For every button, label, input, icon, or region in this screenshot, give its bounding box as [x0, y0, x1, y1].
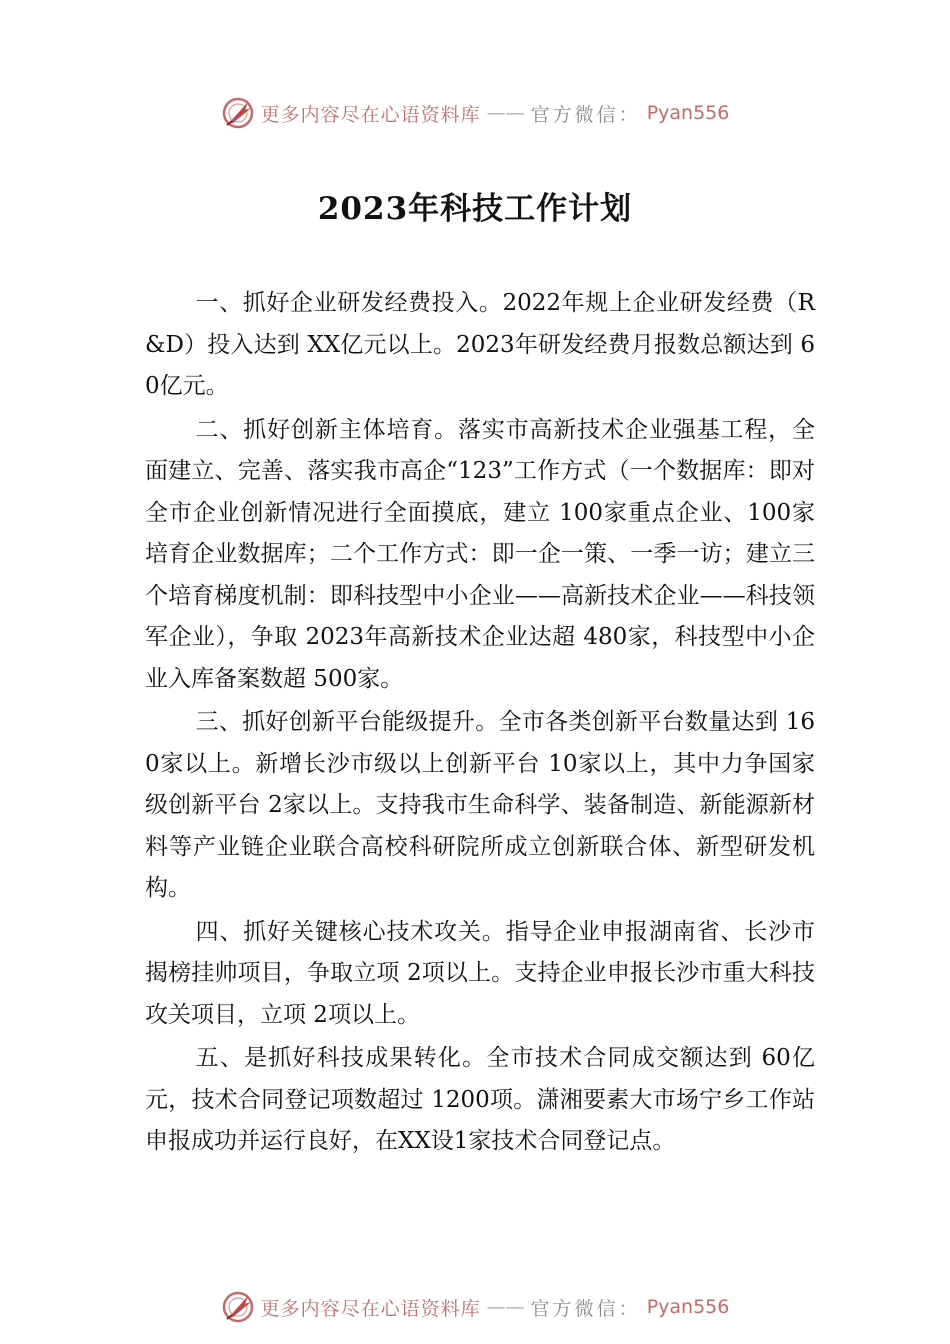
- paragraph-3: 三、抓好创新平台能级提升。全市各类创新平台数量达到 160家以上。新增长沙市级以上创新平台 10家以上，其中力争国家级创新平台 2家以上。支持我市生命科学、装备制造、新能源新材料等产业链企业联合高校科研院所成立创新联合体、新型研发机构。: [145, 709, 815, 901]
- watermark-wechat-id: Pyan556: [646, 1296, 730, 1318]
- watermark-wechat-id: Pyan556: [646, 102, 730, 124]
- watermark-banner-bottom: [0, 1290, 950, 1324]
- watermark-banner-top: [0, 96, 950, 130]
- red-quill-seal-icon: [221, 1290, 255, 1324]
- watermark-wechat-label: 官方微信：: [530, 1297, 641, 1320]
- paragraph-4: 四、抓好关键核心技术攻关。指导企业申报湖南省、长沙市揭榜挂帅项目，争取立项 2项以上。支持企业申报长沙市重大科技攻关项目，立项 2项以上。: [145, 918, 815, 1028]
- paragraph-2: 二、抓好创新主体培育。落实市高新技术企业强基工程，全面建立、完善、落实我市高企“123”工作方式（一个数据库：即对全市企业创新情况进行全面摸底，建立 100家重点企业、100家培育企业数据库；二个工作方式：即一企一策、一季一访；建立三个培育梯度机制：即科技型中小企业——高新技术企业——科技领军企业），争取 2023年高新技术企业达超 480家，科技型中小企业入库备案数超 500家。: [145, 416, 815, 692]
- watermark-wechat-label: 官方微信：: [530, 103, 641, 126]
- red-quill-seal-icon: [221, 96, 255, 130]
- document-title: 2023年科技工作计划: [317, 191, 633, 227]
- paragraph-5: 五、是抓好科技成果转化。全市技术合同成交额达到 60亿元，技术合同登记项数超过 1200项。潇湘要素大市场宁乡工作站申报成功并运行良好，在XX设1家技术合同登记点。: [145, 1045, 815, 1154]
- watermark-separator: ——: [486, 102, 525, 124]
- watermark-slogan: 更多内容尽在心语资料库: [260, 103, 481, 126]
- document-body: [145, 283, 815, 1165]
- watermark-separator: ——: [486, 1296, 525, 1318]
- watermark-slogan: 更多内容尽在心语资料库: [260, 1297, 481, 1320]
- paragraph-1: 一、抓好企业研发经费投入。2022年规上企业研发经费（R&D）投入达到 XX亿元以上。2023年研发经费月报数总额达到 60亿元。: [145, 290, 815, 399]
